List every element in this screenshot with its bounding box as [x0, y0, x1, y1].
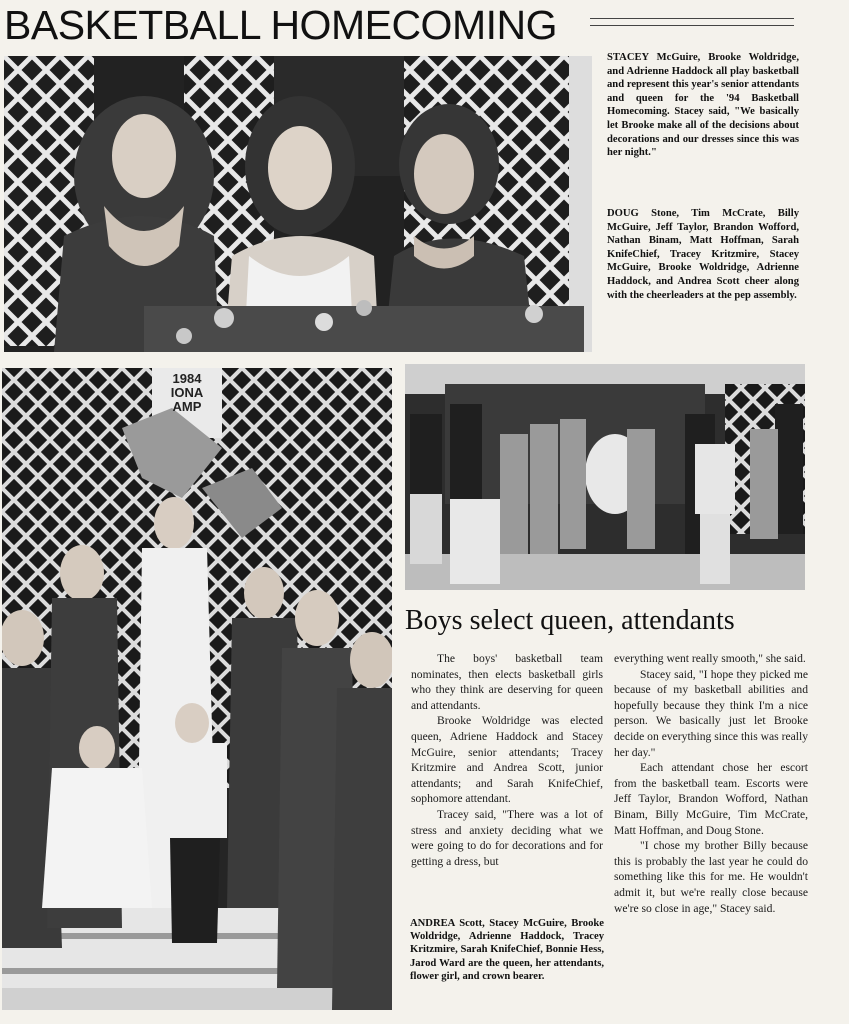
story-paragraph: "I chose my brother Billy because this is probably the last year he could do something like this for me. He wouldn't admit it, but we're really close because we're so close in age," Stacey said. — [614, 839, 808, 915]
banner-line: AMP — [172, 399, 202, 414]
story-paragraph: The boys' basketball team nominates, then elects basketball girls who they think are deserving for queen and attendants. — [411, 652, 603, 712]
photo-court-group-image — [2, 368, 392, 1010]
page-title: BASKETBALL HOMECOMING — [4, 2, 557, 48]
story-headline: Boys select queen, attendants — [405, 605, 735, 636]
banner-line: 1984 — [172, 371, 202, 386]
photo-pep-assembly — [405, 364, 805, 590]
photo-court-group — [2, 368, 392, 1010]
caption-top-right: STACEY McGuire, Brooke Woldridge, and Adrienne Haddock all play basketball and represent this year's senior attendants and queen for the '94 Basketball Homecoming. Stacey said, "We basically let Brooke make all of the decisions about decorations and our dresses since this was her night." — [607, 52, 799, 159]
photo-three-girls — [4, 56, 592, 352]
caption-middle-right: DOUG Stone, Tim McCrate, Billy McGuire, Jeff Taylor, Brandon Wofford, Nathan Binam, Matt Hoffman, Sarah KnifeChief, Tracey Kritzmire, Stacey McGuire, Brooke Woldridge, Adrienne Haddock, and Andrea Scott cheer along with the cheerleaders at the pep assembly. — [607, 208, 799, 301]
photo-pep-assembly-image — [405, 364, 805, 590]
banner-line: IONA — [170, 385, 204, 400]
title-rule — [590, 18, 794, 26]
story-paragraph: everything went really smooth," she said. — [614, 652, 806, 665]
story-column-2 — [614, 651, 808, 916]
story-paragraph: Stacey said, "I hope they picked me because of my basketball abilities and hopefully because they think I'm a nice person. We basically just let Brooke decide on everything since this was really her day." — [614, 667, 808, 759]
photo-three-girls-image — [4, 56, 592, 352]
banner-text — [152, 372, 222, 414]
story-paragraph: Tracey said, "There was a lot of stress and anxiety deciding what we were going to do for decorations and for getting a dress, but — [411, 807, 603, 868]
story-paragraph: Each attendant chose her escort from the basketball team. Escorts were Jeff Taylor, Brandon Wofford, Nathan Binam, Billy McGuire, Tim McCrate, Matt Hoffman, and Doug Stone. — [614, 761, 808, 837]
caption-bottom: ANDREA Scott, Stacey McGuire, Brooke Woldridge, Adrienne Haddock, Tracey Kritzmire, Sarah KnifeChief, Bonnie Hess, Jarod Ward are the queen, her attendants, flower girl, and crown bearer. — [410, 918, 604, 982]
story-paragraph: Brooke Woldridge was elected queen, Adriene Haddock and Stacey McGuire, senior attendants; Tracey Kritzmire and Andrea Scott, junior attendants; and Sarah KnifeChief, sophomore attendant. — [411, 714, 603, 806]
story-column-1 — [411, 651, 603, 869]
